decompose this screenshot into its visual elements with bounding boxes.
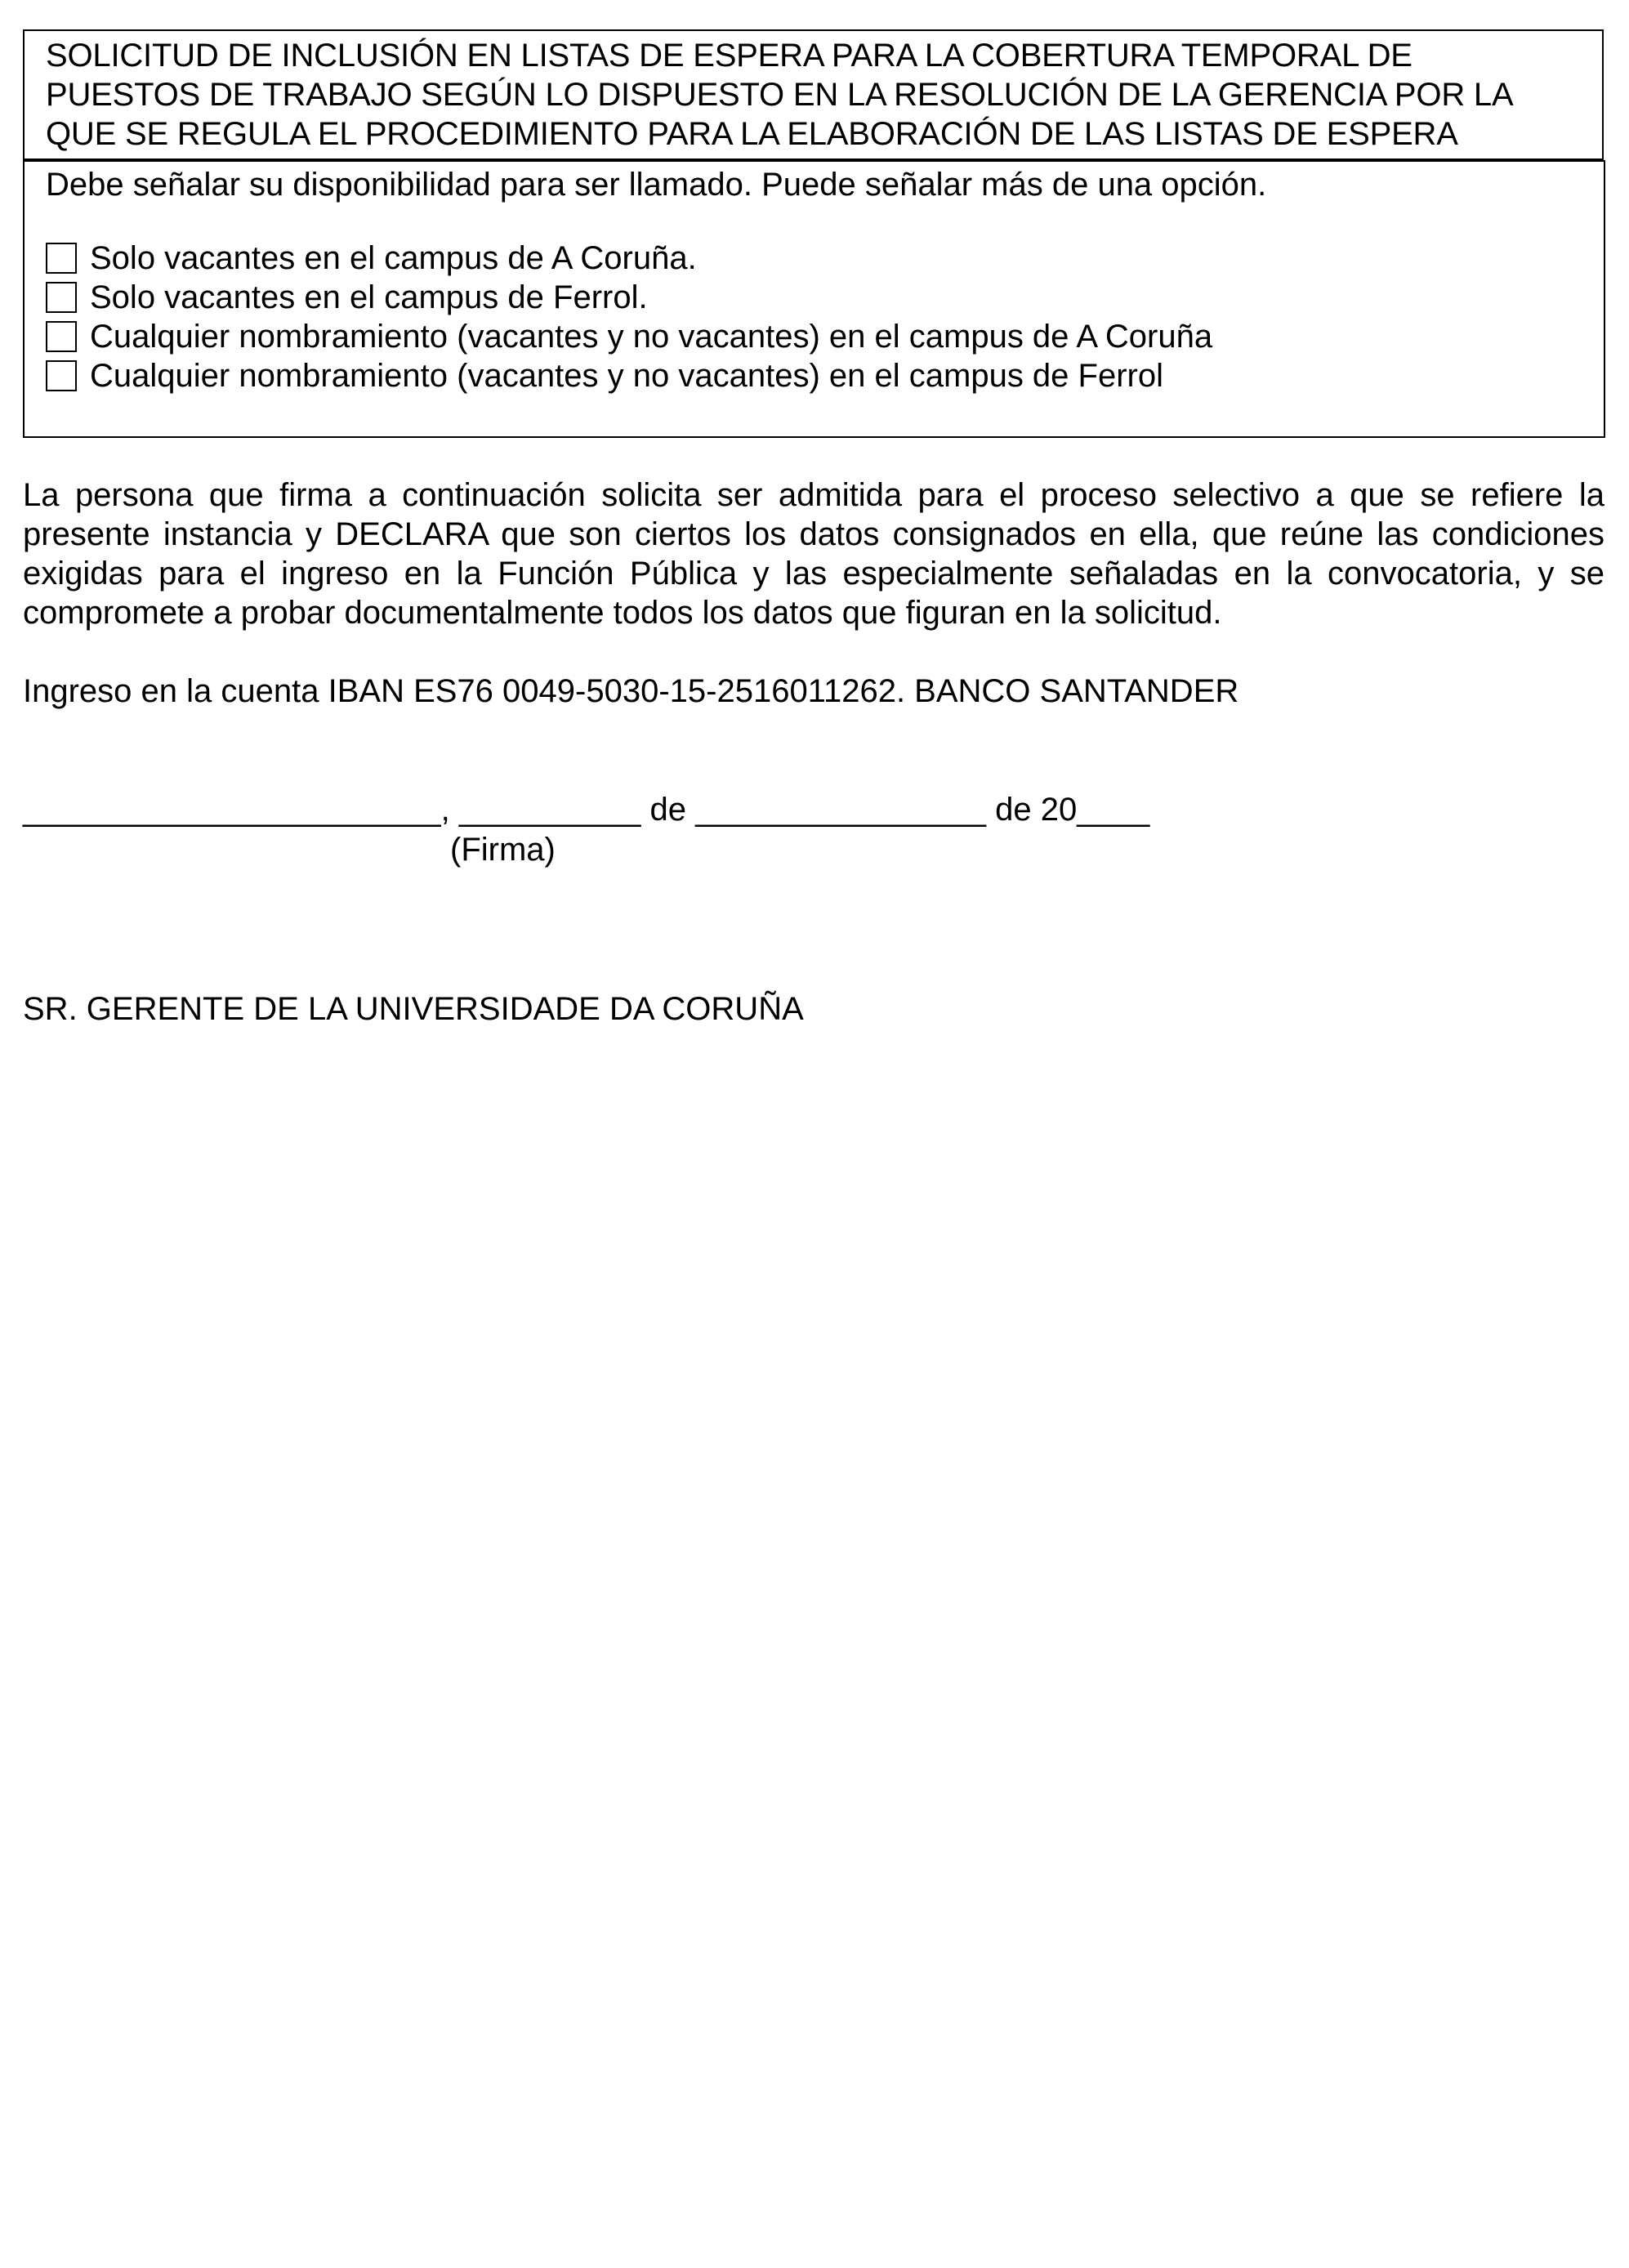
checkbox[interactable] xyxy=(46,321,77,352)
option-label: Solo vacantes en el campus de Ferrol. xyxy=(90,279,648,315)
form-title xyxy=(46,36,1598,154)
option-label: Solo vacantes en el campus de A Coruña. xyxy=(90,240,697,276)
option-label: Cualquier nombramiento (vacantes y no vacantes) en el campus de A Coruña xyxy=(90,319,1213,355)
form-title-line: PUESTOS DE TRABAJO SEGÚN LO DISPUESTO EN LA RESOLUCIÓN DE LA GERENCIA POR LA xyxy=(46,77,1514,113)
option-ferrol-vacantes[interactable] xyxy=(46,278,648,317)
checkbox[interactable] xyxy=(46,360,77,391)
option-ferrol-cualquier[interactable] xyxy=(46,356,1163,395)
signature-date-line: _______________________, __________ de ________________ de 20____ xyxy=(23,792,1150,828)
firma-label: (Firma) xyxy=(450,832,556,868)
availability-intro: Debe señalar su disponibilidad para ser llamado. Puede señalar más de una opción. xyxy=(46,167,1267,203)
declaration-paragraph: La persona que firma a continuación solicita ser admitida para el proceso selectivo a que se refiere la presente instancia y DECLARA que son ciertos los datos consignados en ella, que reúne las condiciones exigidas para el ingreso en la Función Pública y las especialmente señaladas en la convocatoria, y se compromete a probar documentalmente todos los datos que figuran en la solicitud. xyxy=(23,477,1604,631)
form-title-line: QUE SE REGULA EL PROCEDIMIENTO PARA LA ELABORACIÓN DE LAS LISTAS DE ESPERA xyxy=(46,116,1458,152)
checkbox[interactable] xyxy=(46,243,77,274)
addressee: SR. GERENTE DE LA UNIVERSIDADE DA CORUÑA xyxy=(23,991,804,1027)
form-title-box xyxy=(23,29,1604,160)
form-title-line: SOLICITUD DE INCLUSIÓN EN LISTAS DE ESPERA PARA LA COBERTURA TEMPORAL DE xyxy=(46,38,1413,74)
option-a-coruna-vacantes[interactable] xyxy=(46,239,697,278)
option-a-coruna-cualquier[interactable] xyxy=(46,317,1212,356)
iban-payment-text: Ingreso en la cuenta IBAN ES76 0049-5030-15-2516011262. BANCO SANTANDER xyxy=(23,673,1239,709)
availability-box xyxy=(23,160,1605,438)
checkbox[interactable] xyxy=(46,282,77,313)
option-label: Cualquier nombramiento (vacantes y no vacantes) en el campus de Ferrol xyxy=(90,358,1163,394)
